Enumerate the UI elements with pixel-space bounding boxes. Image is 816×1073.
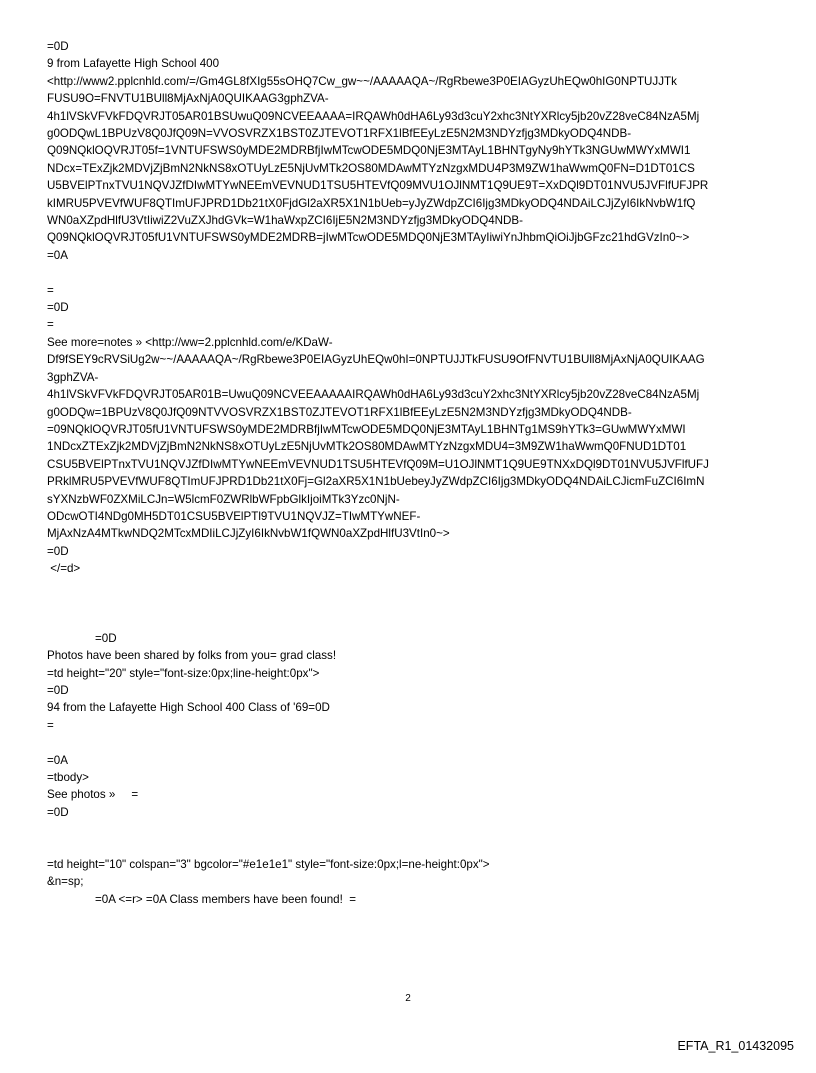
text-line: WN0aXZpdHlfU3VtIiwiZ2VuZXJhdGVk=W1haWxpZCI6IjE5N2M3NDYzfjg3MDkyODQ4NDB- (47, 214, 524, 228)
text-line: Q09NQklOQVRJT05fU1VNTUFSWS0yMDE2MDRB=jIwMTcwODE5MDQ0NjE3MTAyIiwiYnJhbmQiOiJjbGFzc21hdGVzIn0~> (47, 231, 690, 245)
text-line: </=d> (47, 562, 81, 576)
text-line: =0A (47, 753, 68, 767)
text-line: =0A <=r> =0A Class members have been found! = (95, 892, 357, 906)
page-number: 2 (405, 993, 411, 1004)
text-line: = (47, 718, 54, 732)
text-line: ODcwOTI4NDg0MH5DT01CSU5BVElPTl9TVU1NQVJZ=TIwMTYwNEF- (47, 509, 421, 523)
blank-line (47, 839, 782, 856)
text-line: PRklMRU5PVEVfWUF8QTImUFJPRD1Db21tX0Fj=Gl2aXR5X1N1bUebeyJyZWdpZCI6Ijg3MDkyODQ4NDAiLCJicmFuZCI6ImN (47, 475, 705, 489)
text-line: =td height="20" style="font-size:0px;line-height:0px"> (47, 666, 320, 680)
text-line: =0D (47, 301, 69, 315)
text-line: =0D (95, 631, 117, 645)
text-line: See photos » = (47, 788, 139, 802)
text-line: FUSU9O=FNVTU1BUll8MjAxNjA0QUIKAAG3gphZVA- (47, 92, 329, 106)
text-line: 3gphZVA- (47, 370, 99, 384)
text-line: =09NQklOQVRJT05fU1VNTUFSWS0yMDE2MDRBfjIwMTcwODE5MDQ0NjE3MTAyL1BHNTg1MS9hYTk3=GUwMWYxMWI (47, 422, 686, 436)
text-line: 94 from the Lafayette High School 400 Class of '69=0D (47, 701, 330, 715)
text-line: 1NDcxZTExZjk2MDVjZjBmN2NkNS8xOTUyLzE5NjUvMTk2OS80MDAwMTYzNzgxMDU4=3M9ZW1haWwmQ0FNUD1DT01 (47, 440, 687, 454)
text-line: =0D (47, 683, 69, 697)
text-line: = (47, 318, 54, 332)
blank-line (47, 821, 782, 838)
text-line: MjAxNzA4MTkwNDQ2MTcxMDIiLCJjZyI6IkNvbW1fQWN0aXZpdHlfU3VtIn0~> (47, 527, 450, 541)
text-line: g0ODQwL1BPUzV8Q0JfQ09N=VVOSVRZX1BST0ZJTEVOT1RFX1lBfEEyLzE5N2M3NDYzfjg3MDkyODQ4NDB- (47, 127, 632, 141)
blank-line (47, 612, 782, 629)
text-line: = (47, 283, 54, 297)
blank-line (47, 264, 782, 281)
text-line: 9 from Lafayette High School 400 (47, 57, 220, 71)
text-line: CSU5BVElPTnxTVU1NQVJZfDIwMTYwNEEmVEVNUD1TSU5HTEVfQ09M=U1OJlNMT1Q9UE9TNXxDQl9DT01NVU5JVFlfUFJ (47, 457, 709, 471)
text-line: =tbody> (47, 770, 89, 784)
text-line: sYXNzbWF0ZXMiLCJn=W5lcmF0ZWRlbWFpbGlkIjoiMTk3Yzc0NjN- (47, 492, 400, 506)
text-line: 4h1lVSkVFVkFDQVRJT05AR01B=UwuQ09NCVEEAAAAAIRQAWh0dHA6Ly93d3cuY2xhc3NtYXRlcy5jb20vZ28veC84NzA5Mj (47, 388, 700, 402)
blank-line (47, 578, 782, 595)
text-line: =0D (47, 544, 69, 558)
text-line: =td height="10" colspan="3" bgcolor="#e1e1e1" style="font-size:0px;l=ne-height:0px"> (47, 857, 490, 871)
text-line: =0D (47, 805, 69, 819)
text-line: g0ODQw=1BPUzV8Q0JfQ09NTVVOSVRZX1BST0ZJTEVOT1RFX1lBfEEyLzE5N2M3NDYzfjg3MDkyODQ4NDB- (47, 405, 632, 419)
text-line: Df9fSEY9cRVSiUg2w~~/AAAAAQA~/RgRbewe3P0EIAGyzUhEQw0hI=0NPTUJJTkFUSU9OfFNVTU1BUll8MjAxNjA0QUIKAAG (47, 353, 705, 367)
text-line: <http://www2.pplcnhld.com/=/Gm4GL8fXIg55sOHQ7Cw_gw~~/AAAAAQA~/RgRbewe3P0EIAGyzUhEQw0hIG0NPTUJJTk (47, 74, 677, 88)
blank-line (47, 734, 782, 751)
blank-line (47, 595, 782, 612)
text-line: U5BVElPTnxTVU1NQVJZfDIwMTYwNEEmVEVNUD1TSU5HTEVfQ09MVU1OJlNMT1Q9UE9T=XxDQl9DT01NVU5JVFlfUFJPR (47, 179, 709, 193)
bates-number: EFTA_R1_01432095 (677, 1039, 794, 1053)
text-line: Q09NQklOQVRJT05f=1VNTUFSWS0yMDE2MDRBfjIwMTcwODE5MDQ0NjE3MTAyL1BHNTgyNy9hYTk3NGUwMWYxMWI1 (47, 144, 691, 158)
text-line: 4h1lVSkVFVkFDQVRJT05AR01BSUwuQ09NCVEEAAAA=IRQAWh0dHA6Ly93d3cuY2xhc3NtYXRlcy5jb20vZ28veC84NzA5Mj (47, 109, 700, 123)
text-line: See more=notes » <http://ww=2.pplcnhld.com/e/KDaW- (47, 335, 333, 349)
text-line: &n=sp; (47, 875, 84, 889)
text-line: =0A (47, 248, 68, 262)
text-line: Photos have been shared by folks from you= grad class! (47, 649, 337, 663)
text-line: kIMRU5PVEVfWUF8QTImUFJPRD1Db21tX0FjdGl2aXR5X1N1bUeb=yJyZWdpZCI6Ijg3MDkyODQ4NDAiLCJjZyI6IkNvbW1fQ (47, 196, 696, 210)
document-body (47, 38, 782, 908)
text-line: =0D (47, 40, 69, 53)
text-line: NDcx=TExZjk2MDVjZjBmN2NkNS8xOTUyLzE5NjUvMTk2OS80MDAwMTYzNzgxMDU4P3M9ZW1haWwmQ0FN=D1DT01CS (47, 161, 695, 175)
